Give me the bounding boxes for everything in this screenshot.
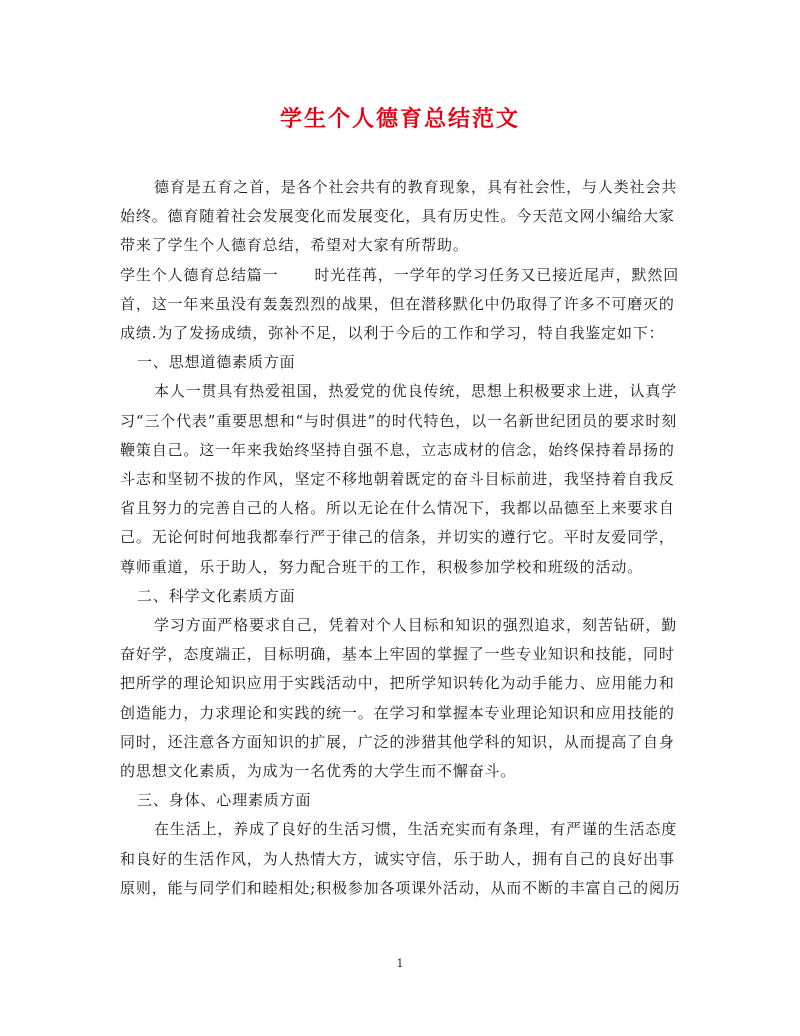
section-heading-moral: 一、思想道德素质方面 <box>137 353 296 372</box>
section-heading-physical: 三、身体、心理素质方面 <box>137 791 312 810</box>
section-one-paragraph <box>120 261 682 349</box>
document-body <box>120 173 682 903</box>
section-opening: 时光荏苒，一学年的学习任务又已接近尾声，默然回首，这一年来虽没有轰轰烈烈的战果，但在潜移默化中仍取得了许多不可磨灭的成绩.为了发扬成绩，弥补不足，以利于今后的工作和学习，特自我鉴定如下： <box>120 265 680 343</box>
physical-paragraph: 在生活上，养成了良好的生活习惯，生活充实而有条理，有严谨的生活态度和良好的生活作风，为人热情大方，诚实守信，乐于助人，拥有自己的良好出事原则，能与同学们和睦相处;积极参加各项课外活动，从而不断的丰富自己的阅历 <box>120 820 681 897</box>
culture-paragraph: 学习方面严格要求自己，凭着对个人目标和知识的强烈追求，刻苦钻研，勤奋好学，态度端正，目标明确，基本上牢固的掌握了一些专业知识和技能，同时把所学的理论知识应用于实践活动中，把所学知识转化为动手能力、应用能力和创造能力，力求理论和实践的统一。在学习和掌握本专业理论知识和应用技能的同时，还注意各方面知识的扩展，广泛的涉猎其他学科的知识，从而提高了自身的思想文化素质，为成为一名优秀的大学生而不懈奋斗。 <box>120 616 678 781</box>
section-label: 学生个人德育总结篇一 <box>120 265 279 284</box>
page-number: 1 <box>396 957 404 970</box>
moral-paragraph: 本人一贯具有热爱祖国，热爱党的优良传统，思想上积极要求上进，认真学习“三个代表”重要思想和“与时俱进”的时代特色，以一名新世纪团员的要求时刻鞭策自己。这一年来我始终坚持自强不息，立志成材的信念，始终保持着昂扬的斗志和坚韧不拔的作风，坚定不移地朝着既定的奋斗目标前进，我坚持着自我反省且努力的完善自己的人格。所以无论在什么情况下，我都以品德至上来要求自己。无论何时何地我都奉行严于律己的信条，并切实的遵行它。平时友爱同学，尊师重道，乐于助人，努力配合班干的工作，积极参加学校和班级的活动。 <box>120 382 678 576</box>
section-heading-culture: 二、科学文化素质方面 <box>137 586 296 605</box>
document-title: 学生个人德育总结范文 <box>279 106 520 132</box>
intro-paragraph: 德育是五育之首，是各个社会共有的教育现象，具有社会性，与人类社会共始终。德育随着社会发展变化而发展变化，具有历史性。今天范文网小编给大家带来了学生个人德育总结，希望对大家有所帮助。 <box>120 178 678 255</box>
